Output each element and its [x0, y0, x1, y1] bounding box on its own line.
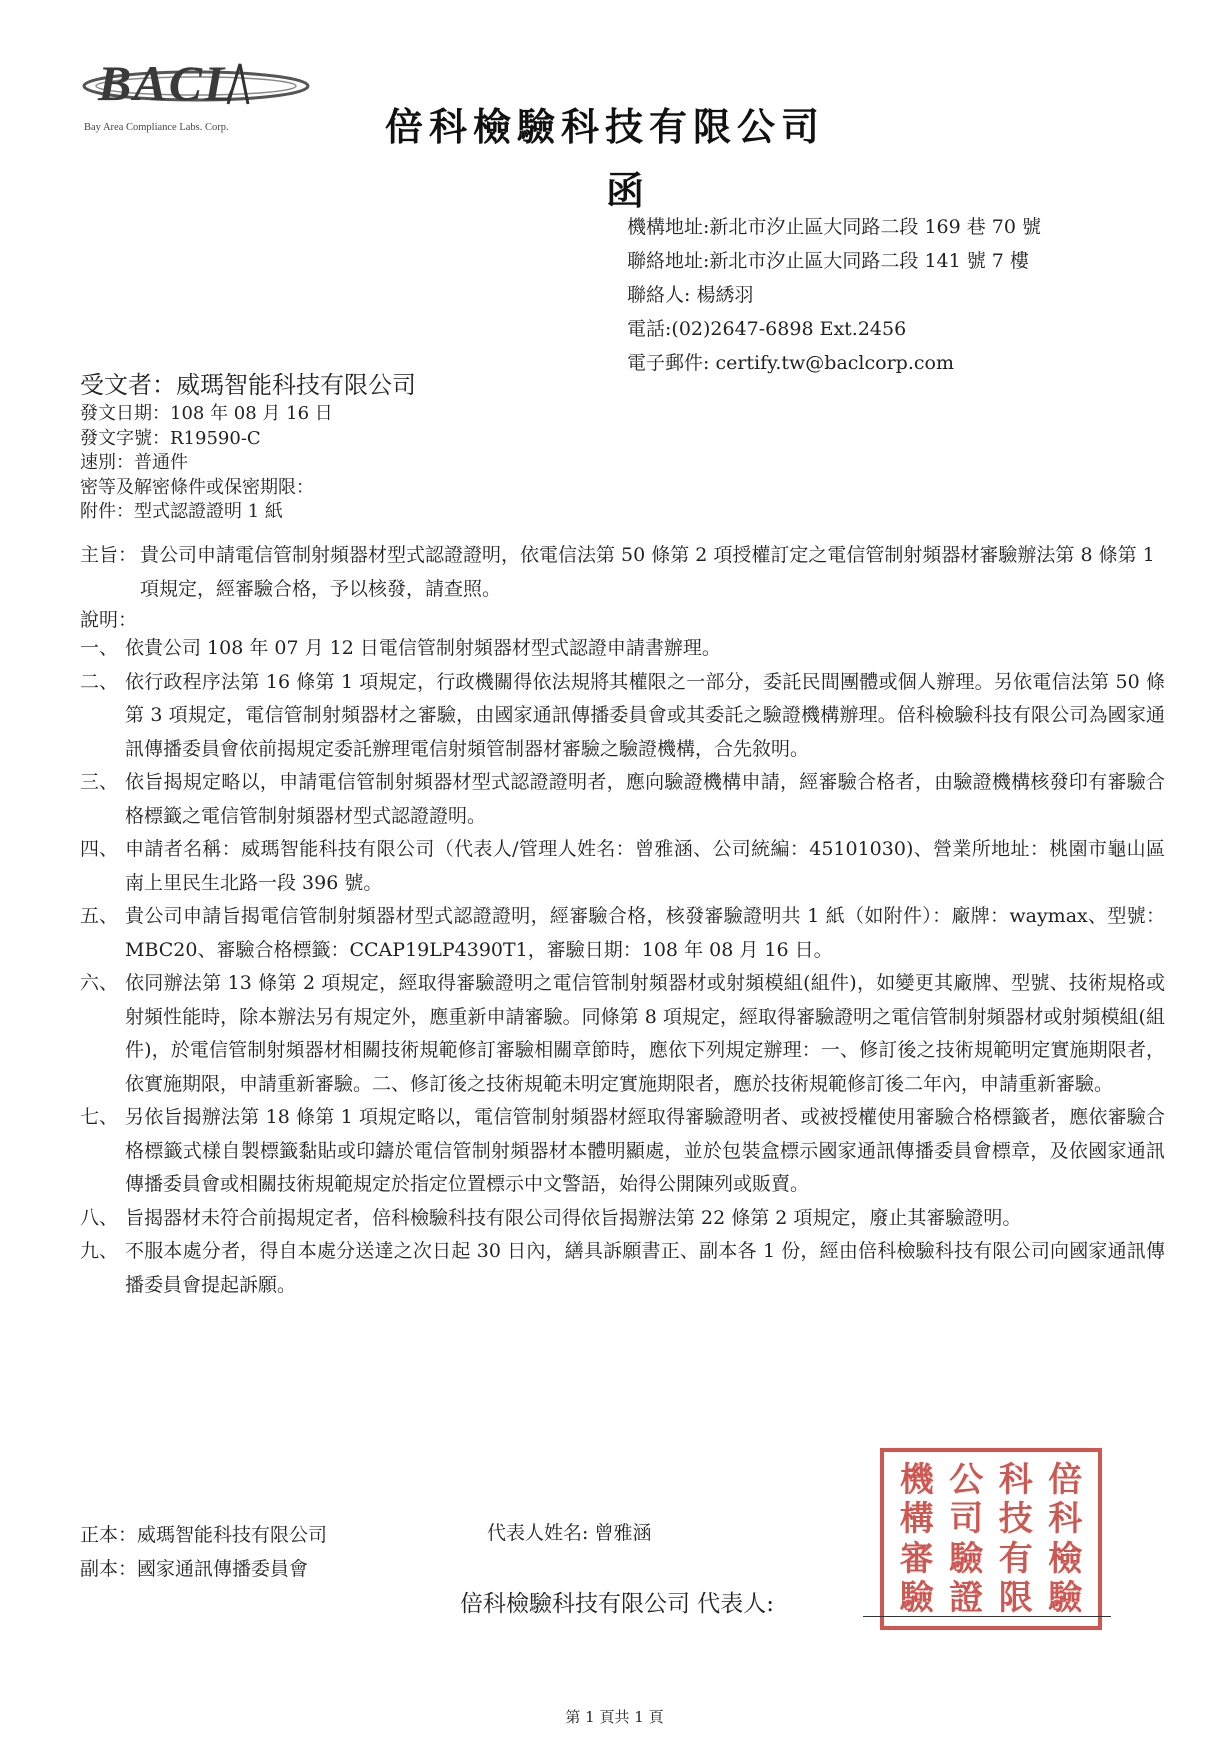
item-number: 四、	[80, 838, 119, 860]
list-item	[80, 632, 1165, 666]
item-text: 依貴公司 108 年 07 月 12 日電信管制射頻器材型式認證申請書辦理。	[125, 637, 721, 659]
seal-character: 驗	[899, 1578, 934, 1619]
original-recipient: 正本：威瑪智能科技有限公司	[80, 1524, 328, 1546]
contact-email: 電子郵件: certify.tw@baclcorp.com	[627, 352, 954, 374]
item-number: 二、	[80, 670, 119, 693]
seal-character: 倍	[1048, 1459, 1083, 1500]
seal-character: 審	[899, 1538, 934, 1579]
item-text: 依行政程序法第 16 條第 1 項規定，行政機關得依法規將其權限之一部分，委託民間團體或個人辦理。另依電信法第 50 條第 3 項規定，電信管制射頻器材之審驗，由國家通訊傳播委員會或其委託之驗證機構辦理。倍科檢驗科技有限公司為國家通訊傳播委員會依前揭規定委託辦理電信射頻管制器材審驗之驗證機構，合先敘明。	[125, 670, 1165, 760]
logo-tagline: Bay Area Compliance Labs. Corp.	[84, 122, 229, 133]
item-text: 申請者名稱：威瑪智能科技有限公司（代表人/管理人姓名：曾雅涵、公司統編：45101030)、營業所地址：桃園市龜山區南上里民生北路一段 396 號。	[125, 838, 1165, 894]
seal-character: 科	[1048, 1499, 1083, 1540]
signature-label: 倍科檢驗科技有限公司 代表人:	[460, 1591, 775, 1617]
seal-character: 技	[998, 1499, 1033, 1540]
seal-character: 司	[949, 1499, 984, 1540]
item-text: 依同辦法第 13 條第 2 項規定，經取得審驗證明之電信管制射頻器材或射頻模組(組件)，如變更其廠牌、型號、技術規格或射頻性能時，除本辦法另有規定外，應重新申請審驗。同條第 8 項規定，經取得審驗證明之電信管制射頻器材或射頻模組(組件)，於電信管制射頻器材相關技術規範修訂審驗相關章節時，應依下列規定辦理：一、修訂後之技術規範明定實施期限者，依實施期限，申請重新審驗。二、修訂後之技術規範未明定實施期限者，應於技術規範修訂後二年內，申請重新審驗。	[125, 972, 1165, 1095]
page-number: 第 1 頁共 1 頁	[565, 1708, 664, 1726]
company-title: 倍科檢驗科技有限公司	[385, 104, 826, 149]
seal-characters	[892, 1460, 1090, 1618]
signature-line	[863, 1616, 1111, 1617]
item-text: 依旨揭規定略以，申請電信管制射頻器材型式認證證明者，應向驗證機構申請，經審驗合格者，由驗證機構核發印有審驗合格標籤之電信管制射頻器材型式認證證明。	[125, 771, 1165, 827]
subject	[80, 538, 1160, 606]
issue-date: 發文日期：108 年 08 月 16 日	[80, 403, 333, 424]
item-number: 三、	[80, 771, 119, 793]
contact-block	[627, 210, 1041, 380]
item-number: 九、	[80, 1240, 119, 1262]
contact-address: 聯絡地址:新北市汐止區大同路二段 141 號 7 樓	[627, 250, 1029, 272]
seal-character: 限	[998, 1578, 1033, 1619]
seal-character: 證	[949, 1578, 984, 1619]
list-item	[80, 1235, 1165, 1302]
list-item	[80, 900, 1165, 967]
item-number: 五、	[80, 905, 119, 927]
explanation-label: 說明：	[80, 609, 138, 631]
svg-text:BACL: BACL	[98, 55, 237, 111]
representative-name: 代表人姓名: 曾雅涵	[487, 1522, 652, 1544]
list-item	[80, 666, 1165, 767]
recipient: 受文者：威瑪智能科技有限公司	[80, 371, 416, 399]
contact-person: 聯絡人: 楊綉羽	[627, 284, 754, 306]
list-item	[80, 833, 1165, 900]
seal-character: 機	[899, 1459, 934, 1500]
seal-character: 構	[899, 1499, 934, 1540]
item-number: 七、	[80, 1106, 119, 1128]
document-number: 發文字號：R19590-C	[80, 427, 261, 449]
official-seal	[880, 1448, 1102, 1630]
agency-address: 機構地址:新北市汐止區大同路二段 169 巷 70 號	[627, 216, 1042, 238]
list-item	[80, 1202, 1165, 1236]
bacl-logo	[78, 44, 318, 144]
list-item	[80, 967, 1165, 1101]
list-item	[80, 766, 1165, 833]
subject-label: 主旨：	[80, 544, 138, 566]
item-text: 不服本處分者，得自本處分送達之次日起 30 日內，繕具訴願書正、副本各 1 份，經由倍科檢驗科技有限公司向國家通訊傳播委員會提起訴願。	[125, 1240, 1165, 1296]
item-text: 另依旨揭辦法第 18 條第 1 項規定略以，電信管制射頻器材經取得審驗證明者、或被授權使用審驗合格標籤者，應依審驗合格標籤式樣自製標籤黏貼或印鑄於電信管制射頻器材本體明顯處，並於包裝盒標示國家通訊傳播委員會標章，及依國家通訊傳播委員會或相關技術規範規定於指定位置標示中文警語，始得公開陳列或販賣。	[125, 1106, 1165, 1195]
seal-character: 有	[998, 1538, 1033, 1579]
explanation-list	[80, 632, 1165, 1302]
item-number: 一、	[80, 637, 119, 659]
attachment: 附件：型式認證證明 1 紙	[80, 501, 283, 522]
bacl-logo-mark	[78, 44, 318, 124]
document-type: 函	[606, 168, 645, 213]
seal-character: 驗	[949, 1538, 984, 1579]
item-text: 旨揭器材未符合前揭規定者，倍科檢驗科技有限公司得依旨揭辦法第 22 條第 2 項規定，廢止其審驗證明。	[125, 1206, 1022, 1229]
document-meta	[80, 368, 416, 525]
item-number: 六、	[80, 972, 119, 994]
copy-recipient: 副本：國家通訊傳播委員會	[80, 1558, 309, 1580]
seal-character: 檢	[1048, 1538, 1083, 1579]
item-text: 貴公司申請旨揭電信管制射頻器材型式認證證明，經審驗合格，核發審驗證明共 1 紙（如附件）：廠牌：waymax、型號：MBC20、審驗合格標籤：CCAP19LP4390T1，審驗日期：108 年 08 月 16 日。	[125, 905, 1165, 961]
distribution-list	[80, 1518, 327, 1586]
contact-phone: 電話:(02)2647-6898 Ext.2456	[627, 318, 907, 340]
list-item	[80, 1101, 1165, 1202]
subject-text: 貴公司申請電信管制射頻器材型式認證證明，依電信法第 50 條第 2 項授權訂定之電信管制射頻器材審驗辦法第 8 條第 1 項規定，經審驗合格，予以核發，請查照。	[140, 544, 1155, 600]
item-number: 八、	[80, 1206, 119, 1229]
seal-character: 驗	[1048, 1578, 1083, 1619]
classification: 密等及解密條件或保密期限：	[80, 476, 314, 498]
seal-character: 公	[949, 1459, 984, 1500]
seal-character: 科	[998, 1459, 1033, 1500]
delivery-speed: 速別：普通件	[80, 452, 188, 473]
